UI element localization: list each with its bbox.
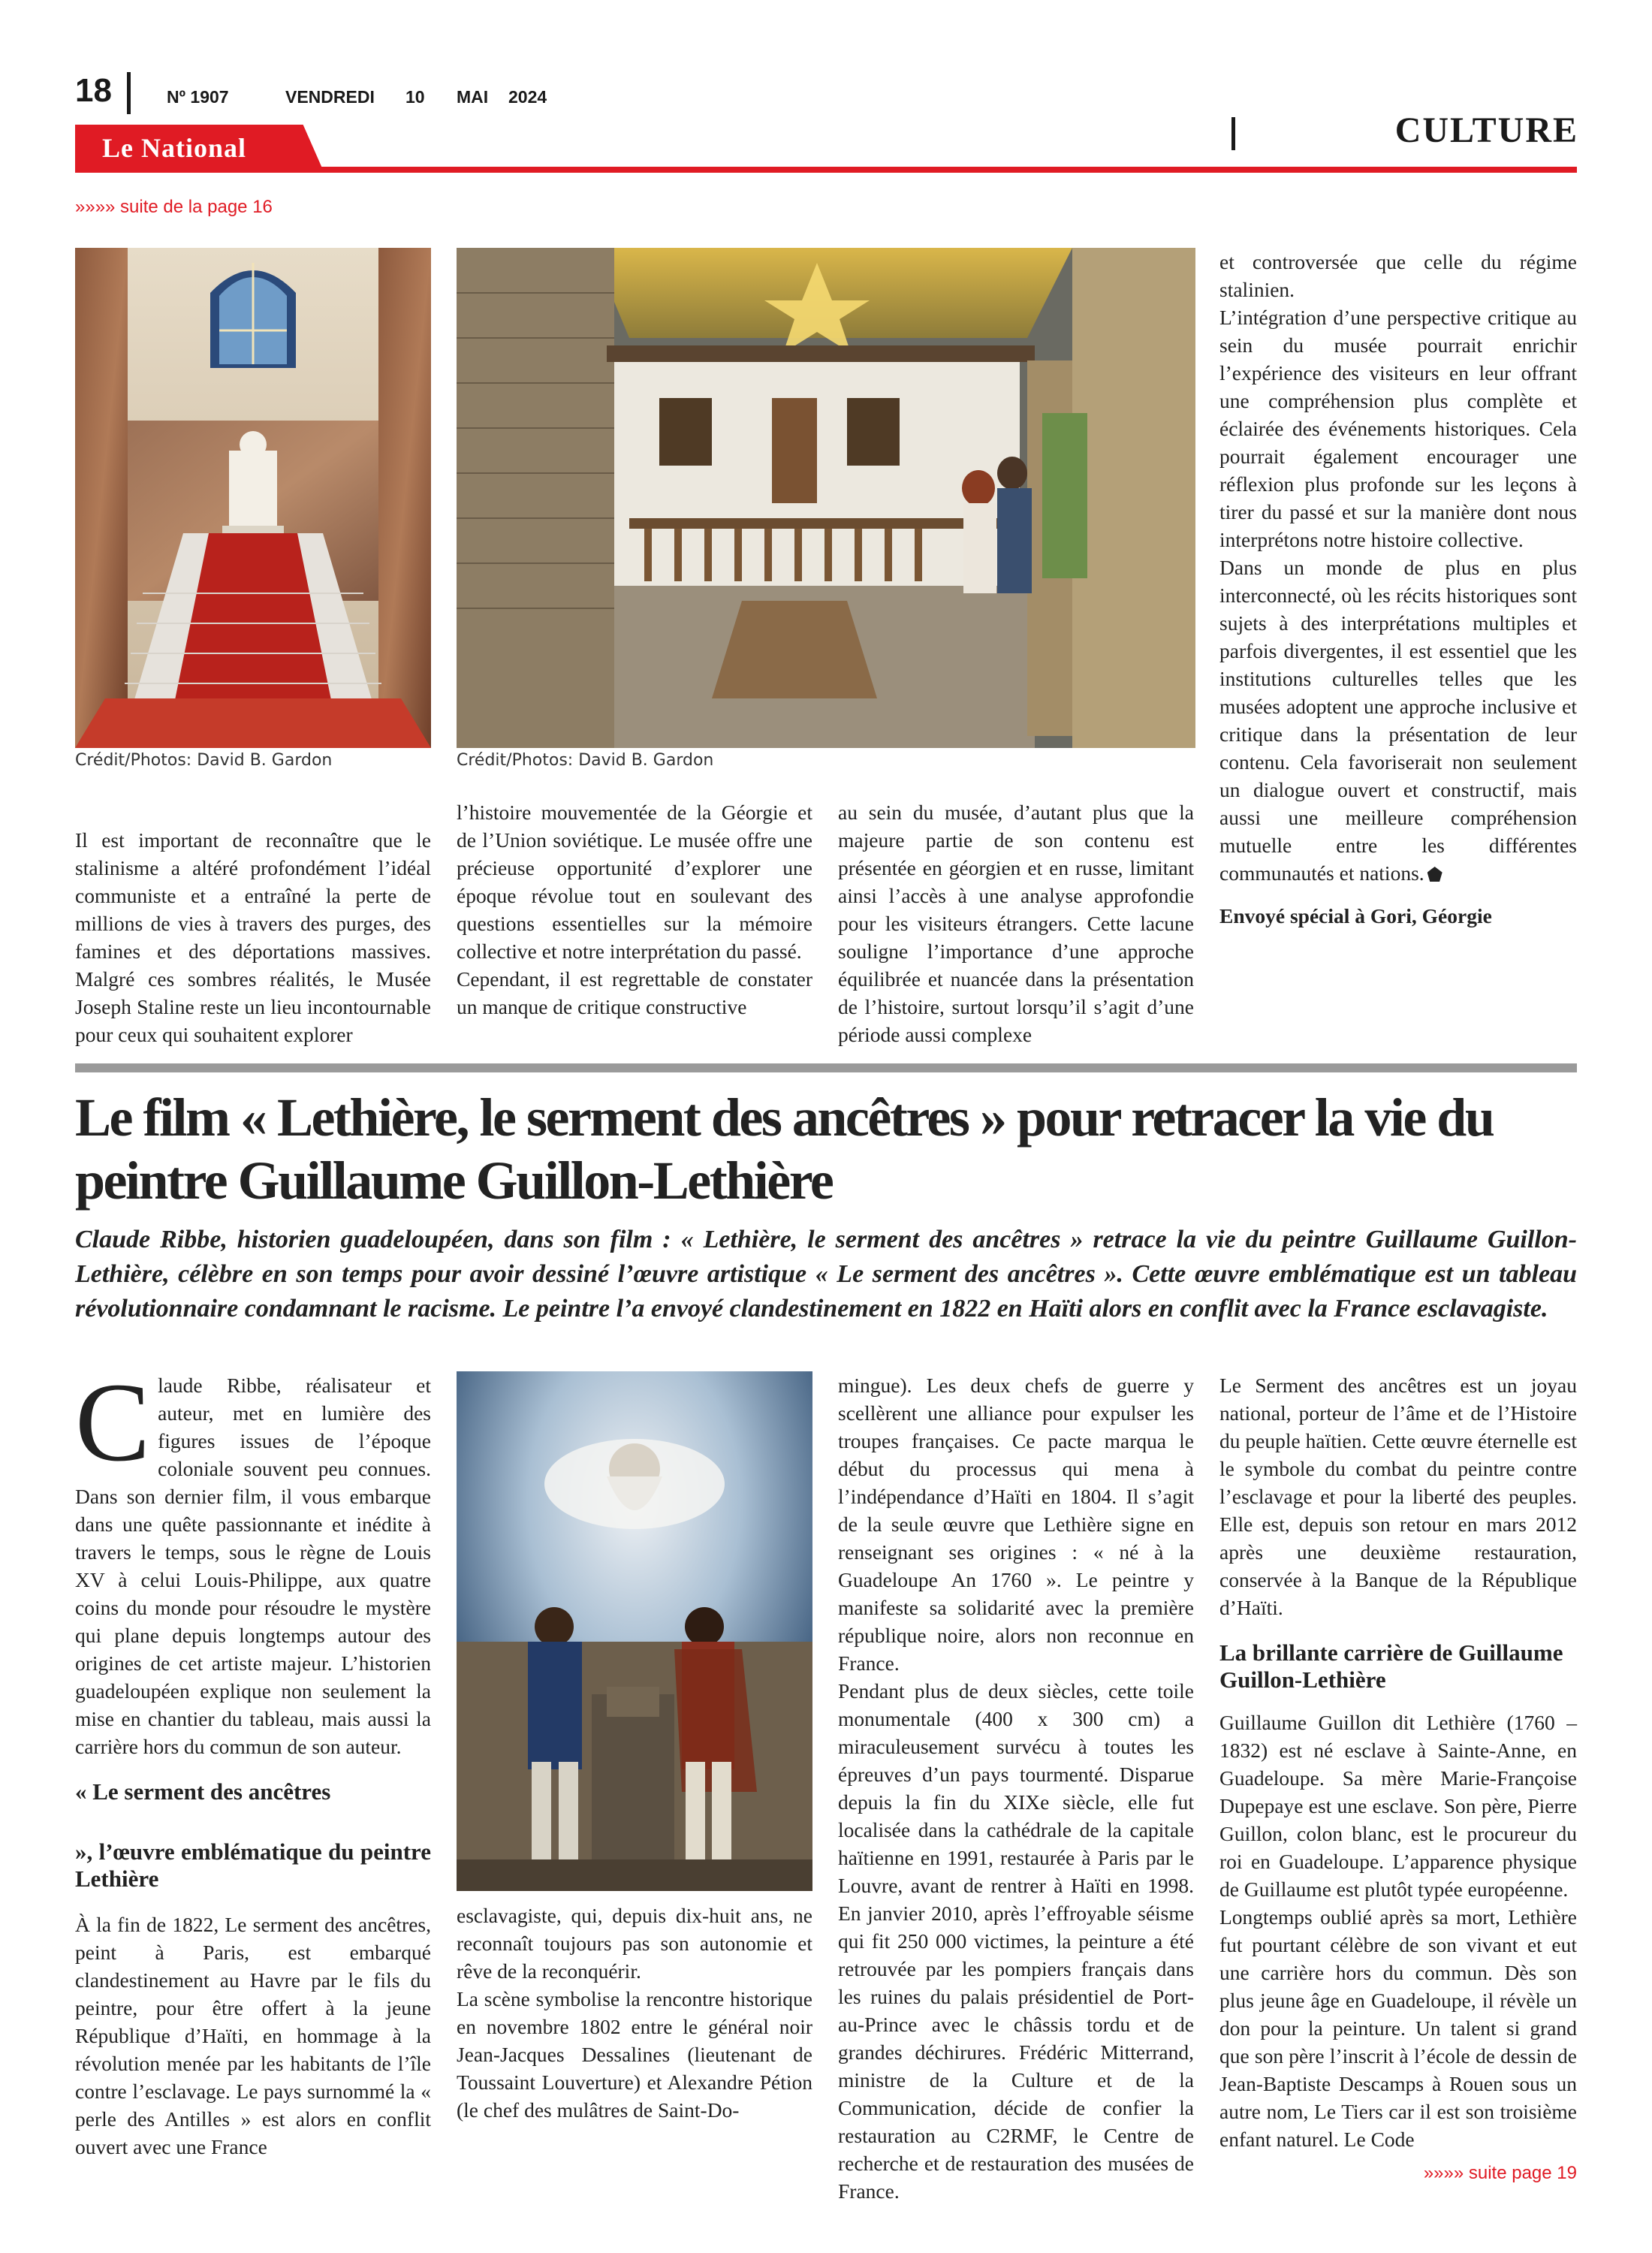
brand-name: Le National	[102, 133, 247, 163]
top-story-paragraph	[1219, 553, 1577, 887]
end-mark-icon	[1427, 867, 1442, 882]
top-story-column-4	[1219, 248, 1577, 930]
feature-column-2	[457, 1902, 812, 2124]
issue-day: VENDREDI	[285, 87, 375, 107]
feature-paragraph: mingue). Les deux chefs de guerre y scellèrent une alliance pour expulser les troupes françaises. Ce pacte marqua le début du processus qui mena à l’indépendance d’Haïti en 1804. Il s’agit de la seule œuvre que Lethière signe en renseignant ses origines : « né à la Guadeloupe An 1760 ». Le peintre y manifeste sa solidarité avec la première république noire, alors non reconnue en France.	[838, 1374, 1194, 1675]
top-story-paragraph: l’histoire mouvementée de la Géorgie et de l’Union soviétique. Le musée offre une précieuse opportunité d’explorer une époque révolue tout en soulevant des questions essentielles sur la mémoire collective et notre interprétation du passé.	[457, 801, 812, 963]
page-number: 18	[75, 72, 112, 109]
feature-deck: Claude Ribbe, historien guadeloupéen, dans son film : « Lethière, le serment des ancêtres » retrace la vie du peintre Guillaume Guillon-Lethière, célèbre en son temps pour avoir dessiné l’œuvre artistique « Le serment des ancêtres ». Cette œuvre emblématique est un tableau révolutionnaire condamnant le racisme. Le peintre l’a envoyé clandestinement en 1822 en Haïti alors en conflit avec la France esclavagiste.	[75, 1226, 1577, 1323]
header-red-rule	[75, 167, 1577, 173]
section-divider	[1231, 117, 1235, 150]
top-story-column-2	[457, 798, 812, 1021]
photo1-caption: Crédit/Photos: David B. Gardon	[75, 751, 333, 770]
issue-year: 2024	[508, 87, 547, 107]
issue-date: 10	[405, 87, 425, 107]
top-story-last-text: Dans un monde de plus en plus interconnecté, où les récits historiques sont sujets à des interprétations multiples et parfois divergentes, il est essentiel que les institutions culturelles telles que les musées adoptent une approche inclusive et critique dans la présentation de leur contenu. Cela favoriserait non seulement un dialogue ouvert et constructif, mais aussi une meilleure compréhension mutuelle entre les différentes communautés et nations.	[1219, 556, 1577, 885]
continued-to[interactable]: »»»» suite page 19	[1423, 2163, 1577, 2183]
top-story-paragraph: Il est important de reconnaître que le stalinisme a altéré profondément l’idéal communiste et a entraîné la perte de millions de vies à travers des purges, des famines et des déportations massives. Malgré ces sombres réalités, le Musée Joseph Staline reste un lieu incontournable pour ceux qui souhaitent explorer	[75, 828, 431, 1046]
stalin-house-image	[457, 248, 1195, 748]
stalin-house-photo	[457, 248, 1195, 748]
feature-paragraph: Pendant plus de deux siècles, cette toile monumentale (400 x 300 cm) a miraculeusement survécu à toutes les épreuves d’un pays tourmenté. Disparue depuis la fin du XIXe siècle, elle fut localisée dans la cathédrale de la capitale haïtienne en 1991, restaurée à Paris par le Louvre, avant de rentrer à Haïti en 1998. En janvier 2010, après l’effroyable séisme qui fit 250 000 victimes, la peinture a été retrouvée par les pompiers français dans les ruines du palais présidentiel de Port-au-Prince avec le châssis tordu et de grandes déchirures. Frédéric Mitterrand, ministre de la Culture et de la Communication, décide de confier la restauration au C2RMF, le Centre de recherche et de restauration des musées de France.	[838, 1679, 1194, 2203]
page-number-divider	[127, 72, 131, 114]
feature-paragraph: esclavagiste, qui, depuis dix-huit ans, ne reconnaît toujours pas son autonomie et rêve de la reconquérir.	[457, 1904, 812, 1983]
top-story-paragraph: et controversée que celle du régime stalinien.	[1219, 250, 1577, 301]
feature-column-4	[1219, 1371, 1577, 2153]
drop-cap: C	[75, 1360, 151, 1485]
section-title: CULTURE	[1394, 110, 1578, 150]
top-story-paragraph: L’intégration d’une perspective critique au sein du musée pourrait enrichir l’expérience des visiteurs en leur offrant une compréhension plus complète et éclairée des événements historiques. Cela pourrait également encourager une réflexion plus profonde sur les leçons à tirer du passé et sur la manière dont nous interprétons notre histoire collective.	[1219, 306, 1577, 551]
feature-column-1	[75, 1360, 431, 2161]
serment-des-ancetres-painting	[457, 1371, 812, 1891]
feature-paragraph: Longtemps oublié après sa mort, Lethière fut pourtant célèbre de son vivant et eut une carrière hors du commun. Dès son plus jeune âge en Guadeloupe, il révèle un don pour la peinture. Un talent si grand que son père l’inscrit à l’école de dessin de Jean-Baptiste Descamps à Rouen sous un autre nom, Le Tiers car il est son troisième enfant naturel. Le Code	[1219, 1905, 1577, 2151]
issue-number: Nº 1907	[167, 87, 229, 107]
feature-paragraph: La scène symbolise la rencontre historique en novembre 1802 entre le général noir Jean-Jacques Dessalines (lieutenant de Toussaint Louverture) et Alexandre Pétion (le chef des mulâtres de Saint-Do-	[457, 1987, 812, 2122]
issue-month: MAI	[457, 87, 489, 107]
museum-staircase-image	[75, 248, 431, 748]
top-story-column-1	[75, 826, 431, 1048]
top-story-paragraph: Cependant, il est regrettable de constater un manque de critique constructive	[457, 967, 812, 1018]
feature-column-3	[838, 1371, 1194, 2205]
article-separator	[75, 1063, 1577, 1072]
photo2-caption: Crédit/Photos: David B. Gardon	[457, 751, 714, 770]
painting-image	[457, 1371, 812, 1891]
feature-intro	[75, 1360, 431, 1760]
subhead-serment-line2: », l’œuvre emblématique du peintre Lethière	[75, 1838, 431, 1892]
feature-paragraph: Guillaume Guillon dit Lethière (1760 – 1832) est né esclave à Sainte-Anne, en Guadeloupe. Sa mère Marie-Françoise Dupepaye est une esclave. Son père, Pierre Guillon, colon blanc, est le procureur du roi en Guadeloupe. L’apparence physique de Guillaume est plutôt typée européenne.	[1219, 1711, 1577, 1901]
subhead-serment-line1: « Le serment des ancêtres	[75, 1778, 331, 1805]
feature-paragraph: Le Serment des ancêtres est un joyau national, porteur de l’âme et de l’Histoire du peuple haïtien. Cette œuvre éternelle est le symbole du combat du peintre contre l’esclavage et pour la liberté des peuples. Elle est, depuis son retour en mars 2012 après une deuxième restauration, conservée à la Banque de la République d’Haïti.	[1219, 1374, 1577, 1619]
feature-paragraph: À la fin de 1822, Le serment des ancêtres, peint à Paris, est embarqué clandestinement au Havre par le fils du peintre, pour être offert à la jeune République d’Haïti, en hommage à la révolution menée par les habitants de l’île contre l’esclavage. Le pays surnommé la « perle des Antilles » est alors en conflit ouvert avec une France	[75, 1913, 431, 2158]
museum-staircase-photo	[75, 248, 431, 748]
feature-headline: Le film « Lethière, le serment des ancêtres » pour retracer la vie du peintre Guillaume Guillon-Lethière	[75, 1087, 1494, 1211]
continued-from[interactable]: »»»» suite de la page 16	[75, 197, 273, 217]
top-story-paragraph: au sein du musée, d’autant plus que la majeure partie de son contenu est présentée en géorgien et en russe, limitant ainsi l’accès à une analyse approfondie pour les visiteurs étrangers. Cette lacune souligne l’importance d’une approche équilibrée et nuancée dans la présentation de l’histoire, surtout lorsqu’il s’agit d’une période aussi complexe	[838, 801, 1194, 1046]
top-story-column-3	[838, 798, 1194, 1048]
feature-intro-text: laude Ribbe, réalisateur et auteur, met en lumière des figures issues de l’époque coloniale souvent peu connues. Dans son dernier film, il vous embarque dans une quête passionnante et inédite à travers le temps, sous le règne de Louis XV à celui Louis-Philippe, aux quatre coins du monde pour résoudre le mystère qui plane depuis longtemps autour des origines de cet artiste majeur. L’historien guadeloupéen explique non seulement la mise en chantier du tableau, mais aussi la carrière hors du commun de son auteur.	[75, 1374, 431, 1758]
signoff: Envoyé spécial à Gori, Géorgie	[1219, 904, 1492, 927]
subhead-carriere: La brillante carrière de Guillaume Guillon-Lethière	[1219, 1639, 1563, 1693]
